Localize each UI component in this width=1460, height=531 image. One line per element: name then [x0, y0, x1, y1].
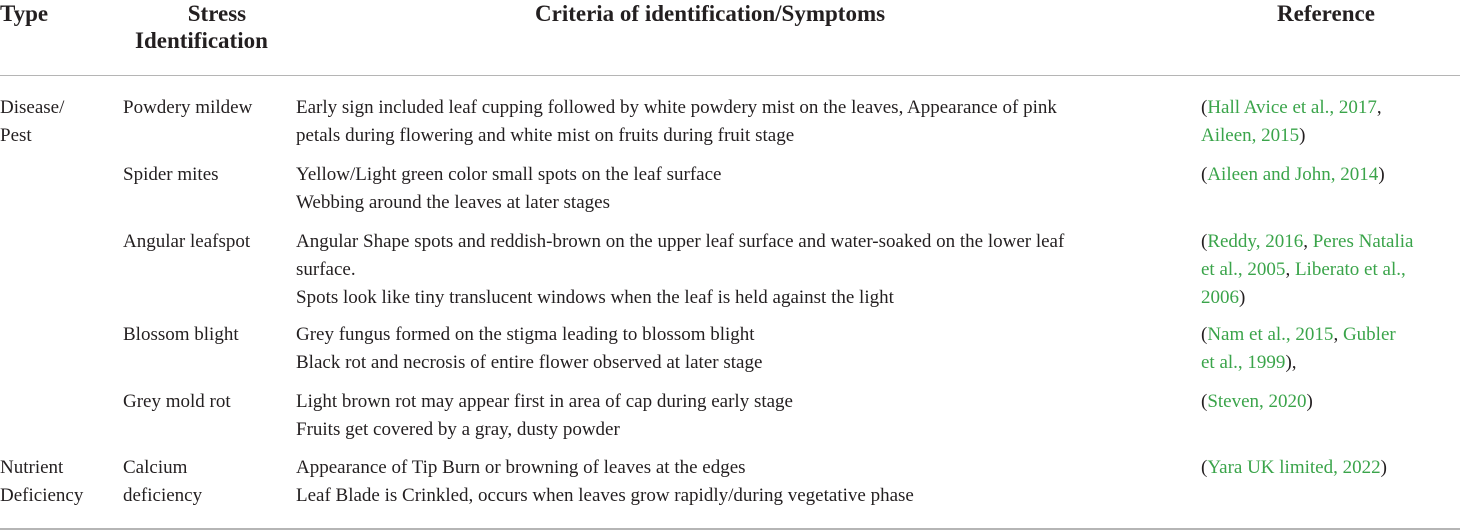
- type-cell: [0, 454, 110, 510]
- table-bottom-rule: [0, 528, 1460, 530]
- reference-cell: [1201, 388, 1456, 416]
- reference-line: [1201, 349, 1456, 377]
- type-cell-line: Disease/: [0, 97, 65, 118]
- stress-cell-line: Blossom blight: [123, 324, 239, 345]
- stress-cell: [123, 388, 288, 416]
- citation-punctuation: ,: [1285, 259, 1295, 280]
- header-stress-line-2: Identification: [135, 28, 268, 53]
- criteria-cell-line: Spots look like tiny translucent windows when the leaf is held against the light: [296, 287, 894, 308]
- stress-cell: [123, 228, 288, 256]
- criteria-cell-line: surface.: [296, 259, 356, 280]
- header-divider: [0, 75, 1460, 76]
- type-cell-line: Pest: [0, 125, 32, 146]
- citation-punctuation: ),: [1285, 352, 1297, 373]
- stress-cell-line: Angular leafspot: [123, 231, 251, 252]
- citation-link[interactable]: Hall Avice et al., 2017: [1207, 97, 1377, 118]
- citation-link[interactable]: et al., 2005: [1201, 259, 1286, 280]
- citation-link[interactable]: Liberato et al.,: [1294, 259, 1406, 280]
- citation-punctuation: ,: [1376, 97, 1382, 118]
- reference-line: [1201, 161, 1456, 189]
- criteria-cell-line: Early sign included leaf cupping followed by white powdery mist on the leaves, Appearance of pink: [296, 97, 1057, 118]
- citation-link[interactable]: Yara UK limited, 2022: [1207, 457, 1381, 478]
- reference-cell: [1201, 228, 1456, 312]
- stress-cell-line: Powdery mildew: [123, 97, 253, 118]
- citation-punctuation: ,: [1333, 324, 1343, 345]
- citation-punctuation: ,: [1303, 231, 1313, 252]
- stress-cell: [123, 454, 288, 510]
- citation-punctuation: ): [1306, 391, 1313, 412]
- citation-punctuation: (: [1201, 164, 1208, 185]
- criteria-cell: [296, 388, 1186, 444]
- reference-cell: [1201, 161, 1456, 189]
- criteria-cell-line: Appearance of Tip Burn or browning of leaves at the edges: [296, 457, 746, 478]
- citation-link[interactable]: Aileen and John, 2014: [1207, 164, 1379, 185]
- header-type: Type: [0, 1, 49, 26]
- citation-link[interactable]: Nam et al., 2015: [1207, 324, 1334, 345]
- criteria-cell-line: petals during flowering and white mist on fruits during fruit stage: [296, 125, 795, 146]
- reference-line: [1201, 284, 1456, 312]
- citation-link[interactable]: et al., 1999: [1201, 352, 1286, 373]
- criteria-cell-line: Webbing around the leaves at later stages: [296, 192, 610, 213]
- header-reference: Reference: [1277, 1, 1375, 26]
- reference-cell: [1201, 94, 1456, 150]
- type-cell: [0, 94, 110, 150]
- reference-line: [1201, 454, 1456, 482]
- criteria-cell: [296, 321, 1186, 377]
- header-stress-line-1: Stress: [187, 1, 247, 26]
- reference-line: [1201, 256, 1456, 284]
- stress-cell-line: Grey mold rot: [123, 391, 231, 412]
- table-header: [0, 0, 1460, 76]
- citation-link[interactable]: Peres Natalia: [1312, 231, 1414, 252]
- criteria-cell-line: Angular Shape spots and reddish-brown on the upper leaf surface and water-soaked on the lower leaf: [296, 231, 1065, 252]
- criteria-cell-line: Black rot and necrosis of entire flower observed at later stage: [296, 352, 763, 373]
- type-cell-line: Deficiency: [0, 485, 84, 506]
- citation-punctuation: ): [1239, 287, 1246, 308]
- citation-punctuation: (: [1201, 457, 1208, 478]
- criteria-cell-line: Leaf Blade is Crinkled, occurs when leaves grow rapidly/during vegetative phase: [296, 485, 914, 506]
- stress-cell: [123, 161, 288, 189]
- citation-link[interactable]: 2006: [1201, 287, 1239, 308]
- reference-line: [1201, 94, 1456, 122]
- stress-cell-line: deficiency: [123, 485, 203, 506]
- criteria-cell-line: Yellow/Light green color small spots on the leaf surface: [296, 164, 722, 185]
- citation-punctuation: (: [1201, 231, 1208, 252]
- citation-link[interactable]: Aileen, 2015: [1201, 125, 1300, 146]
- citation-punctuation: (: [1201, 97, 1208, 118]
- citation-punctuation: (: [1201, 391, 1208, 412]
- criteria-cell: [296, 94, 1186, 150]
- reference-cell: [1201, 454, 1456, 482]
- type-cell-line: Nutrient: [0, 457, 64, 478]
- criteria-cell: [296, 161, 1186, 217]
- citation-link[interactable]: Gubler: [1342, 324, 1396, 345]
- citation-punctuation: (: [1201, 324, 1208, 345]
- reference-line: [1201, 321, 1456, 349]
- criteria-cell-line: Light brown rot may appear first in area of cap during early stage: [296, 391, 793, 412]
- reference-line: [1201, 228, 1456, 256]
- criteria-cell-line: Fruits get covered by a gray, dusty powder: [296, 419, 620, 440]
- citation-punctuation: ): [1299, 125, 1306, 146]
- criteria-cell-line: Grey fungus formed on the stigma leading to blossom blight: [296, 324, 755, 345]
- header-stress: [135, 0, 268, 54]
- stress-cell: [123, 94, 288, 122]
- reference-line: [1201, 388, 1456, 416]
- reference-line: [1201, 122, 1456, 150]
- reference-cell: [1201, 321, 1456, 377]
- citation-punctuation: ): [1380, 457, 1387, 478]
- citation-link[interactable]: Steven, 2020: [1207, 391, 1307, 412]
- stress-cell: [123, 321, 288, 349]
- stress-cell-line: Calcium: [123, 457, 188, 478]
- stress-cell-line: Spider mites: [123, 164, 219, 185]
- citation-punctuation: ): [1378, 164, 1385, 185]
- citation-link[interactable]: Reddy, 2016: [1207, 231, 1304, 252]
- criteria-cell: [296, 228, 1186, 312]
- criteria-cell: [296, 454, 1186, 510]
- header-criteria: Criteria of identification/Symptoms: [535, 1, 886, 26]
